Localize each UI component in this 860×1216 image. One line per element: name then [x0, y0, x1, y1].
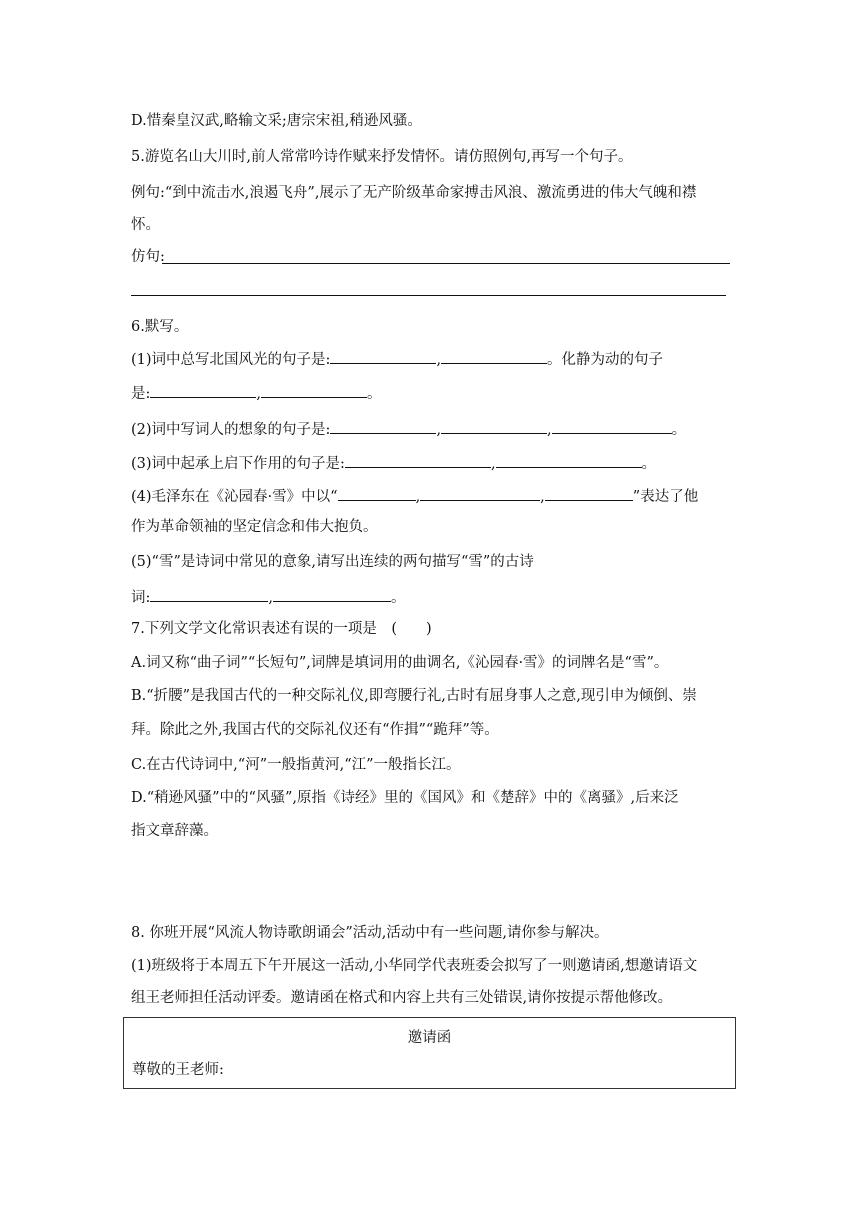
q6-item4-line2: 作为革命领袖的坚定信念和伟大抱负。: [131, 519, 378, 535]
q7-option-a: A.词又称“曲子词”“长短句”,词牌是填词用的曲调名,《沁园春·雪》的词牌名是“雪”。: [131, 655, 669, 671]
q6-item5-sep: ,: [268, 590, 273, 606]
q7-stem: 7.下列文学文化常识表述有误的一项是 ( ): [131, 621, 432, 637]
q6-item3-sep: ,: [490, 456, 496, 472]
q6-item4-blank-2[interactable]: [420, 485, 540, 501]
q6-item4-prompt: (4)毛泽东在《沁园春·雪》中以“: [131, 489, 338, 505]
q6-item1-tail: 。化静为动的句子: [547, 352, 664, 368]
invitation-letter-box: [123, 1017, 736, 1089]
q6-item1-line2-end: 。: [367, 386, 382, 402]
q5-stem: 5.游览名山大川时,前人常常吟诗作赋来抒发情怀。请仿照例句,再写一个句子。: [131, 149, 633, 165]
q7-option-b-line2: 拜。除此之外,我国古代的交际礼仪还有“作揖”“跪拜”等。: [131, 722, 499, 738]
invitation-letter-title: 邀请函: [407, 1030, 452, 1046]
q6-item4-sep1: ,: [415, 489, 421, 505]
q6-item3-prompt: (3)词中起承上启下作用的句子是:: [131, 456, 345, 472]
q5-answer-line-2[interactable]: [131, 295, 726, 296]
q5-example-line1: 例句:“到中流击水,浪遏飞舟”,展示了无产阶级革命家搏击风浪、激流勇进的伟大气魄和襟: [131, 185, 697, 201]
q5-example-line2: 怀。: [131, 217, 160, 233]
q6-item4-blank-1[interactable]: [338, 485, 416, 501]
q6-stem: 6.默写。: [131, 319, 189, 335]
q6-item2-blank-2[interactable]: [441, 418, 547, 434]
q6-item1-sep: ,: [436, 352, 442, 368]
q6-item1-blank-4[interactable]: [261, 382, 367, 398]
q6-item5-prefix: 词:: [131, 590, 151, 606]
q6-item5-blank-2[interactable]: [273, 586, 391, 602]
q6-item4-blank-3[interactable]: [545, 485, 633, 501]
q6-item5-end: 。: [391, 590, 406, 606]
q6-item3-end: 。: [641, 456, 657, 472]
q6-item1-line2-prefix: 是:: [131, 386, 151, 402]
q5-answer-label: 仿句:: [131, 249, 165, 265]
q7-option-d-line1: D.“稍逊风骚”中的“风骚”,原指《诗经》里的《国风》和《楚辞》中的《离骚》,后来泛: [131, 790, 679, 806]
q6-item4-sep2: ,: [540, 489, 545, 505]
q6-item1-line2-sep: ,: [256, 386, 261, 402]
q6-item3-blank-2[interactable]: [496, 452, 642, 468]
q6-item2-prompt: (2)词中写词人的想象的句子是:: [131, 422, 331, 438]
q6-item2-blank-3[interactable]: [552, 418, 672, 434]
q6-item2-sep1: ,: [436, 422, 442, 438]
q6-item1-line2: [131, 382, 382, 404]
q6-item2: [131, 418, 686, 440]
q6-item2-sep2: ,: [547, 422, 552, 438]
q4-option-d: D.惜秦皇汉武,略输文采;唐宗宋祖,稍逊风骚。: [131, 113, 422, 129]
invitation-letter-greeting: 尊敬的王老师:: [132, 1062, 224, 1078]
q6-item1-line1: [131, 348, 663, 370]
q6-item3-blank-1[interactable]: [345, 452, 491, 468]
q8-item1-line1: (1)班级将于本周五下午开展这一活动,小华同学代表班委会拟写了一则邀请函,想邀请语文: [131, 958, 698, 974]
q6-item4-line1: [131, 485, 698, 507]
q8-item1-line2: 组王老师担任活动评委。邀请函在格式和内容上共有三处错误,请你按提示帮他修改。: [131, 990, 673, 1006]
q6-item1-blank-1[interactable]: [330, 348, 436, 364]
q6-item5-line1: (5)“雪”是诗词中常见的意象,请写出连续的两句描写“雪”的古诗: [131, 554, 534, 570]
q6-item5-blank-1[interactable]: [150, 586, 268, 602]
q8-stem: 8. 你班开展“风流人物诗歌朗诵会”活动,活动中有一些问题,请你参与解决。: [131, 925, 609, 941]
q7-option-c: C.在古代诗词中,“河”一般指黄河,“江”一般指长江。: [131, 757, 461, 773]
q7-option-b-line1: B.“折腰”是我国古代的一种交际礼仪,即弯腰行礼,古时有屈身事人之意,现引申为倾倒、崇: [131, 688, 697, 704]
q5-answer-line-1[interactable]: [162, 263, 730, 264]
q6-item1-blank-2[interactable]: [441, 348, 547, 364]
q6-item2-end: 。: [671, 422, 687, 438]
q6-item2-blank-1[interactable]: [330, 418, 436, 434]
q7-option-d-line2: 指文章辞藻。: [131, 823, 218, 839]
q6-item5-line2: [131, 586, 406, 608]
q6-item3: [131, 452, 656, 474]
q6-item4-tail: ”表达了他: [632, 489, 699, 505]
q6-item1-prompt: (1)词中总写北国风光的句子是:: [131, 352, 331, 368]
q6-item1-blank-3[interactable]: [150, 382, 256, 398]
